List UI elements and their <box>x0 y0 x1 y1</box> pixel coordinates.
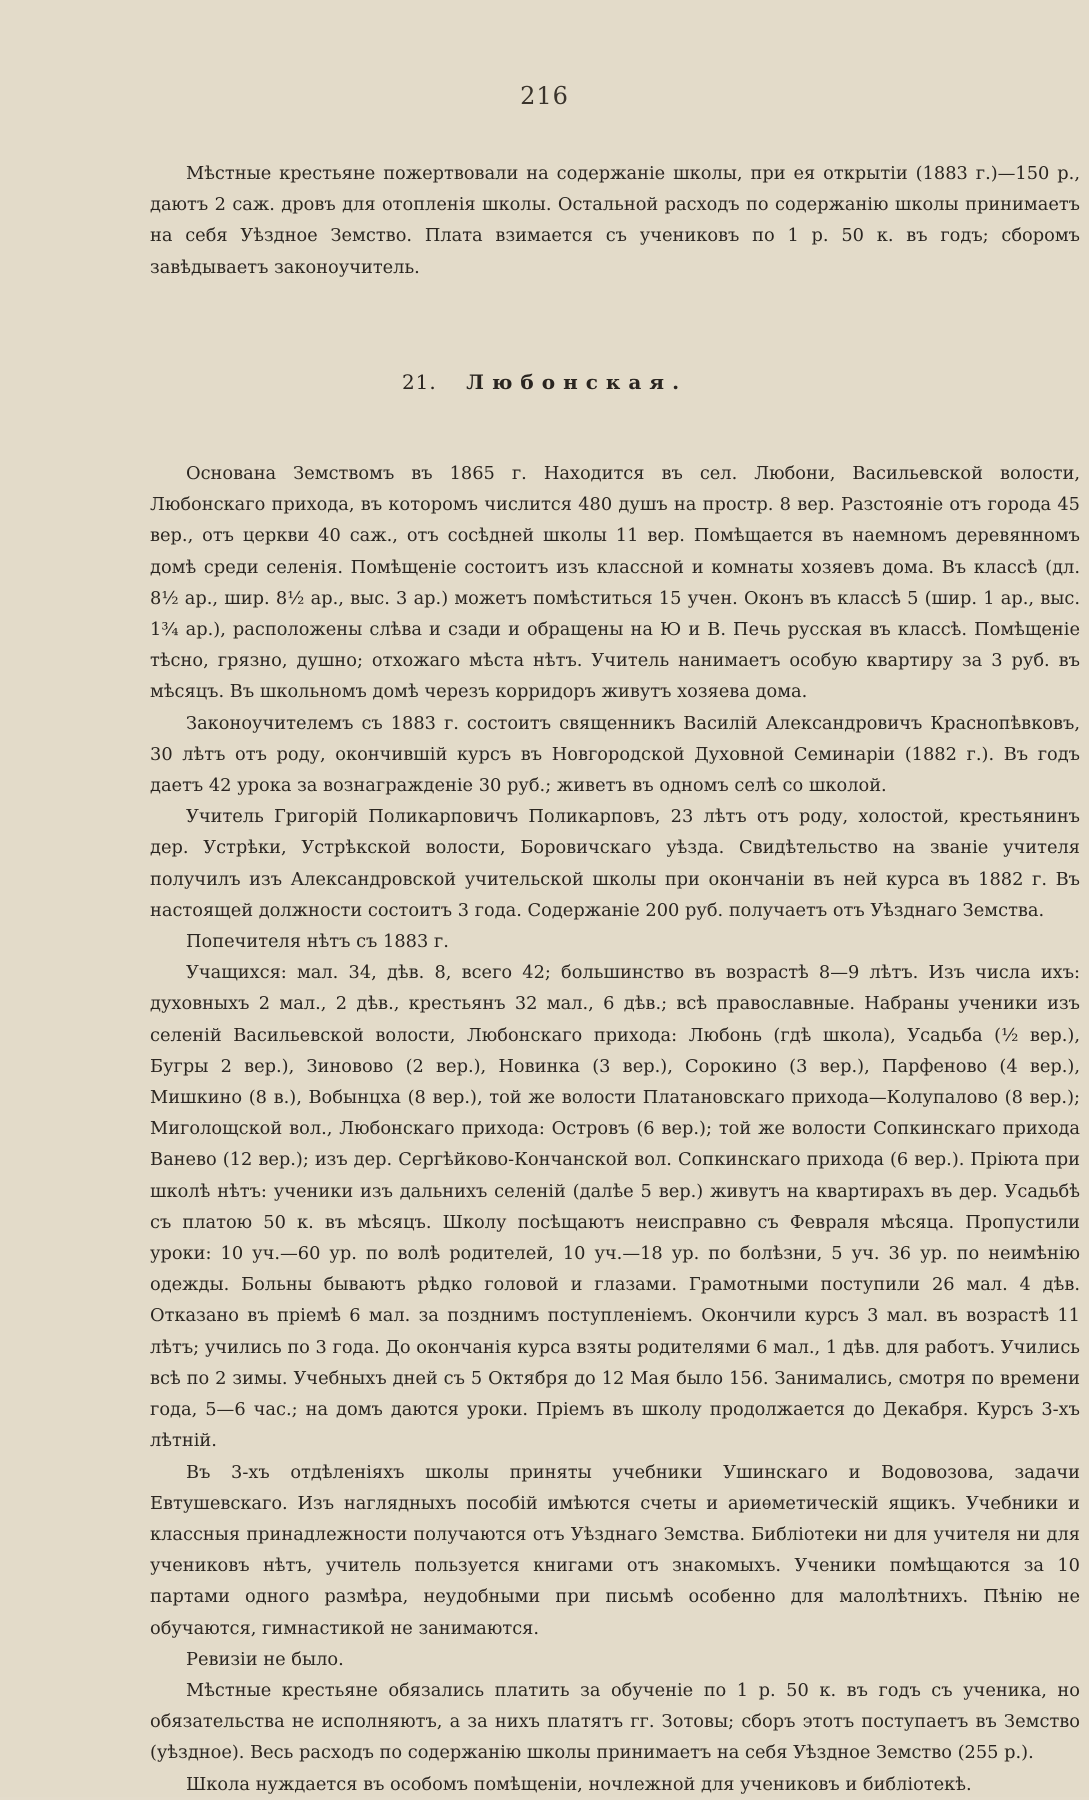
paragraph-teacher: Учитель Григорій Поликарповичъ Поликарповъ, 23 лѣтъ отъ роду, холостой, крестьянинъ дер. Устрѣки, Устрѣкской волости, Боровичскаго уѣзда. Свидѣтельство на званіе учителя получилъ изъ Александровской учительской школы при окончаніи въ ней курса въ 1882 г. Въ настоящей должности состоитъ 3 года. Содержаніе 200 руб. получаетъ отъ Уѣзднаго Земства. <box>150 806 1080 921</box>
intro-block <box>150 158 1080 283</box>
paragraph-religion-teacher: Законоучителемъ съ 1883 г. состоитъ священникъ Василій Александровичъ Краснопѣвковъ, 30 лѣтъ отъ роду, окончившій курсъ въ Новгородской Духовной Семинаріи (1882 г.). Въ годъ даетъ 42 урока за вознагражденіе 30 руб.; живетъ въ одномъ селѣ со школой. <box>150 712 1080 797</box>
paragraph-needs: Школа нуждается въ особомъ помѣщеніи, ночлежной для учениковъ и библіотекѣ. <box>186 1773 972 1795</box>
section-body <box>150 458 1080 1800</box>
intro-paragraph: Мѣстные крестьяне пожертвовали на содержаніе школы, при ея открытіи (1883 г.)—150 р., даютъ 2 саж. дровъ для отопленія школы. Остальной расходъ по содержанію школы принимаетъ на себя Уѣздное Земство. Плата взимается съ учениковъ по 1 р. 50 к. въ годъ; сборомъ завѣдываетъ законоучитель. <box>150 163 1080 278</box>
paragraph-students: Учащихся: мал. 34, дѣв. 8, всего 42; большинство въ возрастѣ 8—9 лѣтъ. Изъ числа ихъ: духовныхъ 2 мал., 2 дѣв., крестьянъ 32 мал., 6 дѣв.; всѣ православные. Набраны ученики изъ селеній Васильевской волости, Любонскаго прихода: Любонь (гдѣ школа), Усадьба (½ вер.), Бугры 2 вер.), Зиновово (2 вер.), Новинка (3 вер.), Сорокино (3 вер.), Парфеново (4 вер.), Мишкино (8 в.), Вобынцха (8 вер.), той же волости Платановскаго прихода—Колупалово (8 вер.); Миголощской вол., Любонскаго прихода: Островъ (6 вер.); той же волости Сопкинскаго прихода Ванево (12 вер.); изъ дер. Сергѣйково-Кончанской вол. Сопкинскаго прихода (6 вер.). Пріюта при школѣ нѣтъ: ученики изъ дальнихъ селеній (далѣе 5 вер.) живутъ на квартирахъ въ дер. Усадьбѣ съ платою 50 к. въ мѣсяцъ. Школу посѣщаютъ неисправно съ Февраля мѣсяца. Пропустили уроки: 10 уч.—60 ур. по волѣ родителей, 10 уч.—18 ур. по болѣзни, 5 уч. 36 ур. по неимѣнію одежды. Больны бываютъ рѣдко головой и глазами. Грамотными поступили 26 мал. 4 дѣв. Отказано въ пріемѣ 6 мал. за позднимъ поступленіемъ. Окончили курсъ 3 мал. въ возрастѣ 11 лѣтъ; учились по 3 года. До окончанія курса взяты родителями 6 мал., 1 дѣв. для работъ. Учились всѣ по 2 зимы. Учебныхъ дней съ 5 Октября до 12 Мая было 156. Занимались, смотря по времени года, 5—6 час.; на домъ даются уроки. Пріемъ въ школу продолжается до Декабря. Курсъ 3-хъ лѣтній. <box>150 962 1080 1452</box>
section-heading <box>0 370 1089 394</box>
paragraph-fees: Мѣстные крестьяне обязались платить за обученіе по 1 р. 50 к. въ годъ съ ученика, но обязательства не исполняютъ, а за нихъ платятъ гг. Зотовы; сборъ этотъ поступаетъ въ Земство (уѣздное). Весь расходъ по содержанію школы принимаетъ на себя Уѣздное Земство (255 р.). <box>150 1679 1080 1764</box>
page-number: 216 <box>520 82 569 110</box>
paragraph-inspection: Ревизіи не было. <box>186 1648 344 1670</box>
paragraph-location: Основана Земствомъ въ 1865 г. Находится въ сел. Любони, Васильевской волости, Любонскаго прихода, въ которомъ числится 480 душъ на простр. 8 вер. Разстояніе отъ города 45 вер., отъ церкви 40 саж., отъ сосѣдней школы 11 вер. Помѣщается въ наемномъ деревянномъ домѣ среди селенія. Помѣщеніе состоитъ изъ классной и комнаты хозяевъ дома. Въ классѣ (дл. 8½ ар., шир. 8½ ар., выс. 3 ар.) можетъ помѣститься 15 учен. Оконъ въ классѣ 5 (шир. 1 ар., выс. 1¾ ар.), расположены слѣва и сзади и обращены на Ю и В. Печь русская въ классѣ. Помѣщеніе тѣсно, грязно, душно; отхожаго мѣста нѣтъ. Учитель нанимаетъ особую квартиру за 3 руб. въ мѣсяцъ. Въ школьномъ домѣ черезъ корридоръ живутъ хозяева дома. <box>150 463 1080 703</box>
paragraph-trustee: Попечителя нѣтъ съ 1883 г. <box>186 931 449 953</box>
section-title: Любонская. <box>466 370 688 394</box>
section-number: 21. <box>401 370 437 394</box>
paragraph-textbooks: Въ 3-хъ отдѣленіяхъ школы приняты учебники Ушинскаго и Водовозова, задачи Евтушевскаго. Изъ наглядныхъ пособій имѣются счеты и ариѳметическій ящикъ. Учебники и классныя принадлежности получаются отъ Уѣзднаго Земства. Библіотеки ни для учителя ни для учениковъ нѣтъ, учитель пользуется книгами отъ знакомыхъ. Ученики помѣщаются за 10 партами одного размѣра, неудобными при письмѣ особенно для малолѣтнихъ. Пѣнію не обучаются, гимнастикой не занимаются. <box>150 1461 1080 1639</box>
